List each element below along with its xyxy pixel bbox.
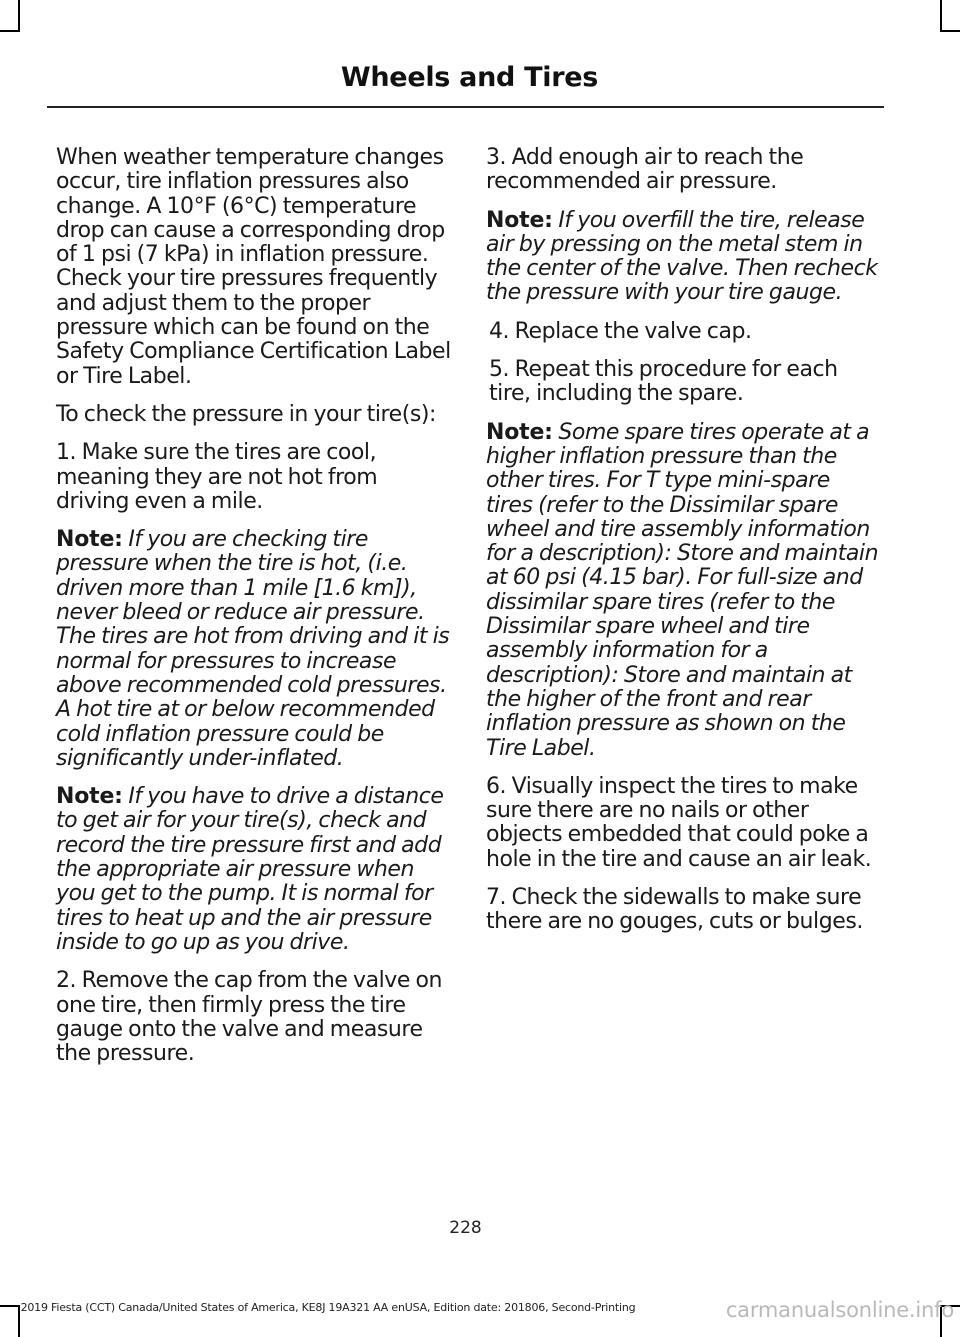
note-label: Note: [56, 527, 123, 553]
step-4: 4. Replace the valve cap. [489, 318, 752, 344]
note-label: Note: [486, 419, 553, 445]
step-6: 6. Visually inspect the tires to make sure there are no nails or other objects embedded that could poke a hole in the tire and cause an air leak. [486, 773, 872, 872]
note-label: Note: [486, 207, 553, 233]
crop-mark-top-left-h [0, 30, 20, 32]
right-column [486, 146, 881, 949]
footer-edition-info: 2019 Fiesta (CCT) Canada/United States of America, KE8J 19A321 AA enUSA, Edition date: 201806, Second-Printing [20, 1301, 636, 1314]
page-number: 228 [449, 1218, 482, 1238]
note-label: Note: [56, 784, 123, 810]
left-column [56, 146, 451, 1080]
crop-mark-top-right-h [940, 30, 960, 32]
step-1: 1. Make sure the tires are cool, meaning they are not hot from driving even a mile. [56, 440, 378, 514]
crop-mark-top-right-v [940, 0, 942, 30]
watermark: carmanualsonline.info [725, 1298, 954, 1322]
header-rule [47, 106, 884, 108]
step-3: 3. Add enough air to reach the recommended air pressure. [486, 145, 804, 195]
note-text: If you overfill the tire, release air by pressing on the metal stem in the center of the valve. Then recheck the pressure with your tire gauge. [486, 207, 878, 306]
paragraph-check-intro: To check the pressure in your tire(s): [56, 401, 436, 427]
note-text: Some spare tires operate at a higher inflation pressure than the other tires. For T type mini-spare tires (refer to the Dissimilar spare wheel and tire assembly information for a description): Store and maintain at 60 psi (4.15 bar). For full-size and dissimilar spare tires (refer to the Dissimilar spare wheel and tire assembly information for a description): Store and maintain at the higher of the front and rear inflation pressure as shown on the Tire Label. [486, 419, 879, 761]
step-5: 5. Repeat this procedure for each tire, including the spare. [489, 357, 838, 407]
note-spare-tires [486, 421, 881, 761]
note-overfill [486, 209, 881, 306]
note-drive-distance [56, 785, 451, 955]
paragraph-temperature: When weather temperature changes occur, tire inflation pressures also change. A 10°F (6°C) temperature drop can cause a corresponding drop of 1 psi (7 kPa) in inflation pressure. Check your tire pressures frequently and adjust them to the proper pressure which can be found on the Safety Compliance Certification Label or Tire Label. [56, 145, 451, 389]
page-title: Wheels and Tires [340, 62, 598, 93]
note-text: If you are checking tire pressure when the tire is hot, (i.e. driven more than 1 mile [1.6 km]), never bleed or reduce air pressure. The tires are hot from driving and it is normal for pressures to increase above recommended cold pressures. A hot tire at or below recommended cold inflation pressure could be significantly under-inflated. [56, 527, 450, 771]
step-7: 7. Check the sidewalls to make sure there are no gouges, cuts or bulges. [486, 885, 863, 935]
note-text: If you have to drive a distance to get air for your tire(s), check and record the tire pressure first and add the appropriate air pressure when you get to the pump. It is normal for tires to heat up and the air pressure inside to go up as you drive. [56, 784, 444, 955]
note-hot-tire [56, 528, 451, 771]
step-2: 2. Remove the cap from the valve on one tire, then firmly press the tire gauge onto the valve and measure the pressure. [56, 968, 442, 1067]
crop-mark-top-left-v [18, 0, 20, 30]
